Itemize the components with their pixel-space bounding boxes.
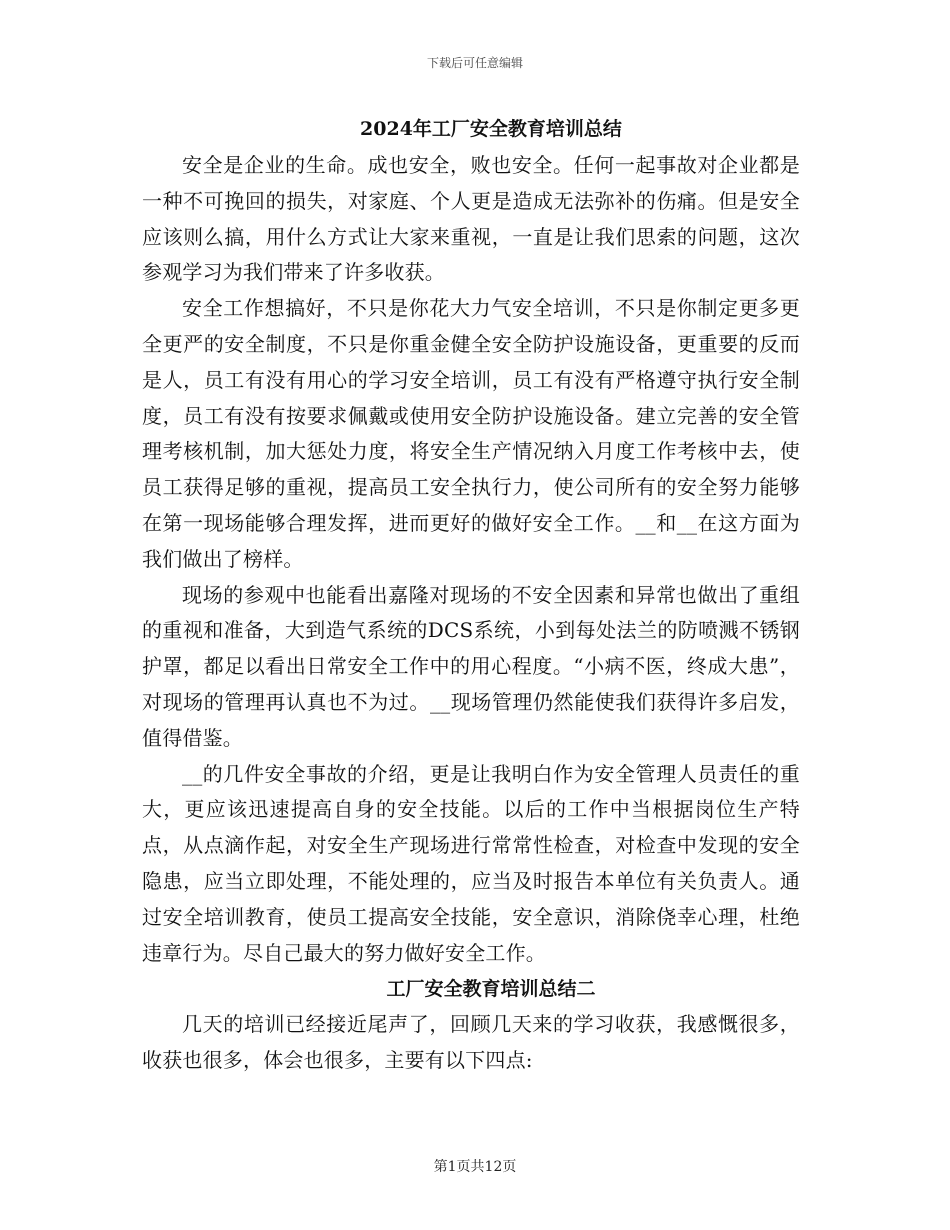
- section-title: 工厂安全教育培训总结二: [386, 978, 596, 1001]
- paragraph: __的几件安全事故的介绍，更是让我明白作为安全管理人员责任的重大，更应该迅速提高自身的安全技能。以后的工作中当根据岗位生产特点，从点滴作起，对安全生产现场进行常常性检查，对检查中发现的安全隐患，应当立即处理，不能处理的，应当及时报告本单位有关负责人。通过安全培训教育，使员工提高安全技能，安全意识，消除侥幸心理，杜绝违章行为。尽自己最大的努力做好安全工作。: [142, 761, 800, 965]
- page-number: 第1页共12页: [433, 1159, 517, 1175]
- paragraph: 安全是企业的生命。成也安全，败也安全。任何一起事故对企业都是一种不可挽回的损失，对家庭、个人更是造成无法弥补的伤痛。但是安全应该则么搞，用什么方式让大家来重视，一直是让我们思索的问题，这次参观学习为我们带来了许多收获。: [142, 153, 800, 285]
- paragraph: 几天的培训已经接近尾声了，回顾几天来的学习收获，我感慨很多，收获也很多，体会也很多，主要有以下四点:: [142, 1012, 800, 1073]
- header-note: 下载后可任意编辑: [426, 56, 523, 70]
- paragraph: 安全工作想搞好，不只是你花大力气安全培训，不只是你制定更多更全更严的安全制度，不只是你重金健全安全防护设施设备，更重要的反而是人，员工有没有用心的学习安全培训，员工有没有严格遵守执行安全制度，员工有没有按要求佩戴或使用安全防护设施设备。建立完善的安全管理考核机制，加大惩处力度，将安全生产情况纳入月度工作考核中去，使员工获得足够的重视，提高员工安全执行力，使公司所有的安全努力能够在第一现场能够合理发挥，进而更好的做好安全工作。__和__在这方面为我们做出了榜样。: [142, 296, 800, 571]
- paragraph: 现场的参观中也能看出嘉隆对现场的不安全因素和异常也做出了重组的重视和准备，大到造气系统的DCS系统，小到每处法兰的防喷溅不锈钢护罩，都足以看出日常安全工作中的用心程度。“小病不医，终成大患”，对现场的管理再认真也不为过。__现场管理仍然能使我们获得许多启发，值得借鉴。: [142, 582, 800, 750]
- document-title: 2024年工厂安全教育培训总结: [360, 118, 622, 140]
- document-body: [142, 112, 800, 1079]
